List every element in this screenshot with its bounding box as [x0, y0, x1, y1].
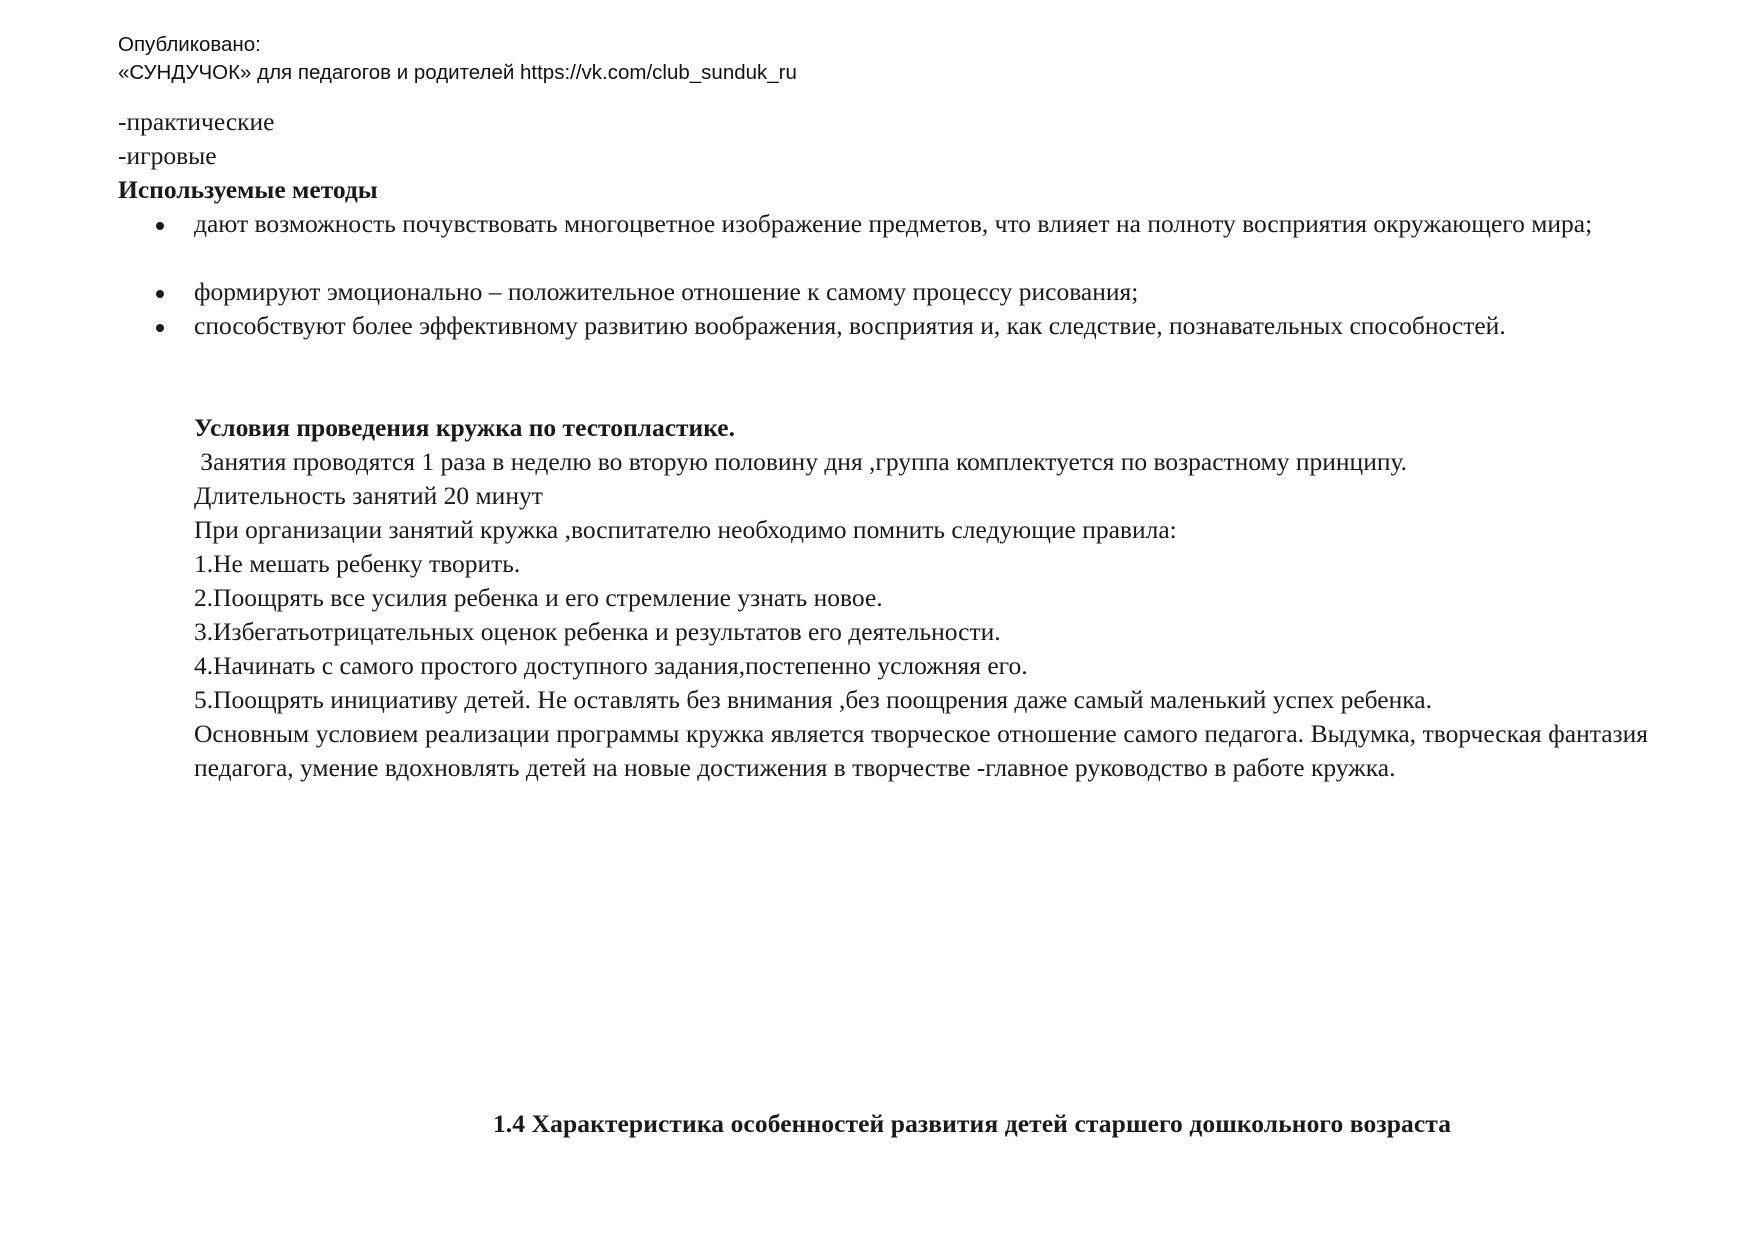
methods-bullet-1: дают возможность почувствовать многоцветное изображение предметов, что влияет на полноту восприятия окружающего мира; — [194, 209, 1593, 238]
bullet-icon — [156, 222, 164, 230]
conditions-line-1: Занятия проводятся 1 раза в неделю во вторую половину дня ,группа комплектуется по возрастному принципу. — [194, 447, 1408, 476]
bullet-icon — [156, 290, 164, 298]
bullet-icon — [156, 324, 164, 332]
methods-title: Используемые методы — [118, 175, 378, 204]
intro-item-practical: -практические — [118, 107, 275, 136]
source-line: «СУНДУЧОК» для педагогов и родителей https://vk.com/club_sunduk_ru — [118, 61, 797, 84]
intro-item-game: -игровые — [118, 141, 217, 170]
rule-4: 4.Начинать с самого простого доступного задания,постепенно усложняя его. — [194, 651, 1028, 680]
methods-bullet-3: способствуют более эффективному развитию воображения, восприятия и, как следствие, познавательных способностей. — [194, 311, 1506, 340]
publication-header — [118, 31, 797, 87]
conditions-line-2: Длительность занятий 20 минут — [194, 481, 543, 510]
rule-5: 5.Поощрять инициативу детей. Не оставлять без внимания ,без поощрения даже самый маленький успех ребенка. — [194, 685, 1432, 714]
methods-bullet-2: формируют эмоционально – положительное отношение к самому процессу рисования; — [194, 277, 1139, 306]
published-label: Опубликовано: — [118, 33, 261, 56]
rule-2: 2.Поощрять все усилия ребенка и его стремление узнать новое. — [194, 583, 883, 612]
rule-1: 1.Не мешать ребенку творить. — [194, 549, 521, 578]
conditions-title: Условия проведения кружка по тестопластике. — [194, 413, 735, 442]
section-heading: 1.4 Характеристика особенностей развития детей старшего дошкольного возраста — [492, 1109, 1452, 1138]
rule-3: 3.Избегатьотрицательных оценок ребенка и результатов его деятельности. — [194, 617, 1001, 646]
conditions-line-3: При организации занятий кружка ,воспитателю необходимо помнить следующие правила: — [194, 515, 1177, 544]
closing-paragraph: Основным условием реализации программы кружка является творческое отношение самого педагога. Выдумка, творческая фантазия педагога, умение вдохновлять детей на новые достижения в творчестве -главное руководство в работе кружка. — [194, 719, 1648, 782]
